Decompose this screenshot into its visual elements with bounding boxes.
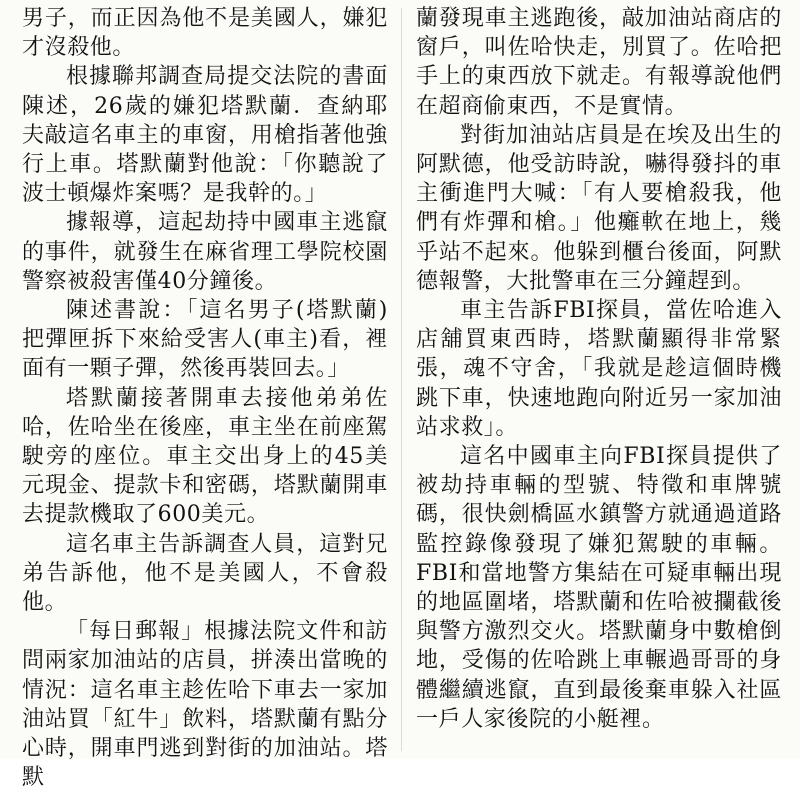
paragraph-daily-mail: 「每日郵報」根據法院文件和訪問兩家加油站的店員，拼湊出當晚的情況：這名車主趁佐哈下車去一家加油站買「紅牛」飲料，塔默蘭有點分心時，開車門逃到對街的加油站。塔默: [22, 619, 388, 791]
paragraph-clerk-account: 對街加油站店員是在埃及出生的阿默德，他受訪時說，嚇得發抖的車主衝進門大喊：「有人要槍殺我，他們有炸彈和槍。」他癱軟在地上，幾乎站不起來。他躲到櫃台後面，阿默德報警，大批警車在三分鐘趕到。: [416, 122, 782, 294]
paragraph-pickup-brother: 塔默蘭接著開車去接他弟弟佐哈，佐哈坐在後座，車主坐在前座駕駛旁的座位。車主交出身上的45美元現金、提款卡和密碼，塔默蘭開車去提款機取了600美元。: [22, 385, 388, 528]
paragraph-fbi-interview: 車主告訴FBI探員，當佐哈進入店舖買東西時，塔默蘭顯得非常緊張，魂不守舍，「我就是趁這個時機跳下車，快速地跑向附近另一家加油站求救」。: [416, 298, 782, 440]
paragraph-escape-continuation: 蘭發現車主逃跑後，敲加油站商店的窗戶，叫佐哈快走，別買了。佐哈把手上的東西放下就走。有報導說他們在超商偷東西，不是實情。: [416, 6, 782, 119]
paragraph-magazine-bullet: 陳述書說：「這名男子(塔默蘭)把彈匣拆下來給受害人(車主)看，裡面有一顆子彈，然後再裝回去。」: [22, 298, 388, 382]
column-divider: [401, 8, 402, 751]
article-column-right: [416, 4, 782, 734]
paragraph-not-american: 這名車主告訴調查人員，這對兄弟告訴他，他不是美國人，不會殺他。: [22, 531, 388, 616]
paragraph-continuation: 男子，而正因為他不是美國人，嫌犯才沒殺他。: [22, 6, 388, 61]
paragraph-report-timing: 據報導，這起劫持中國車主逃竄的事件，就發生在麻省理工學院校園警察被殺害僅40分鐘後。: [22, 210, 388, 294]
article-column-left: [22, 4, 388, 792]
paragraph-fbi-statement: 根據聯邦調查局提交法院的書面陳述，26歲的嫌犯塔默蘭．查納耶夫敲這名車主的車窗，用槍指著他強行上車。塔默蘭對他說：「你聽說了波士頓爆炸案嗎？是我幹的。」: [22, 64, 388, 207]
paragraph-police-chase: 這名中國車主向FBI探員提供了被劫持車輛的型號、特徵和車牌號碼，很快劍橋區水鎮警方就通過道路監控錄像發現了嫌犯駕駛的車輛。FBI和當地警方集結在可疑車輛出現的地區圍堵，塔默蘭和佐哈被攔截後與警方激烈交火。塔默蘭身中數槍倒地，受傷的佐哈跳上車輾過哥哥的身體繼續逃竄，直到最後棄車躲入社區一戶人家後院的小艇裡。: [416, 444, 782, 732]
